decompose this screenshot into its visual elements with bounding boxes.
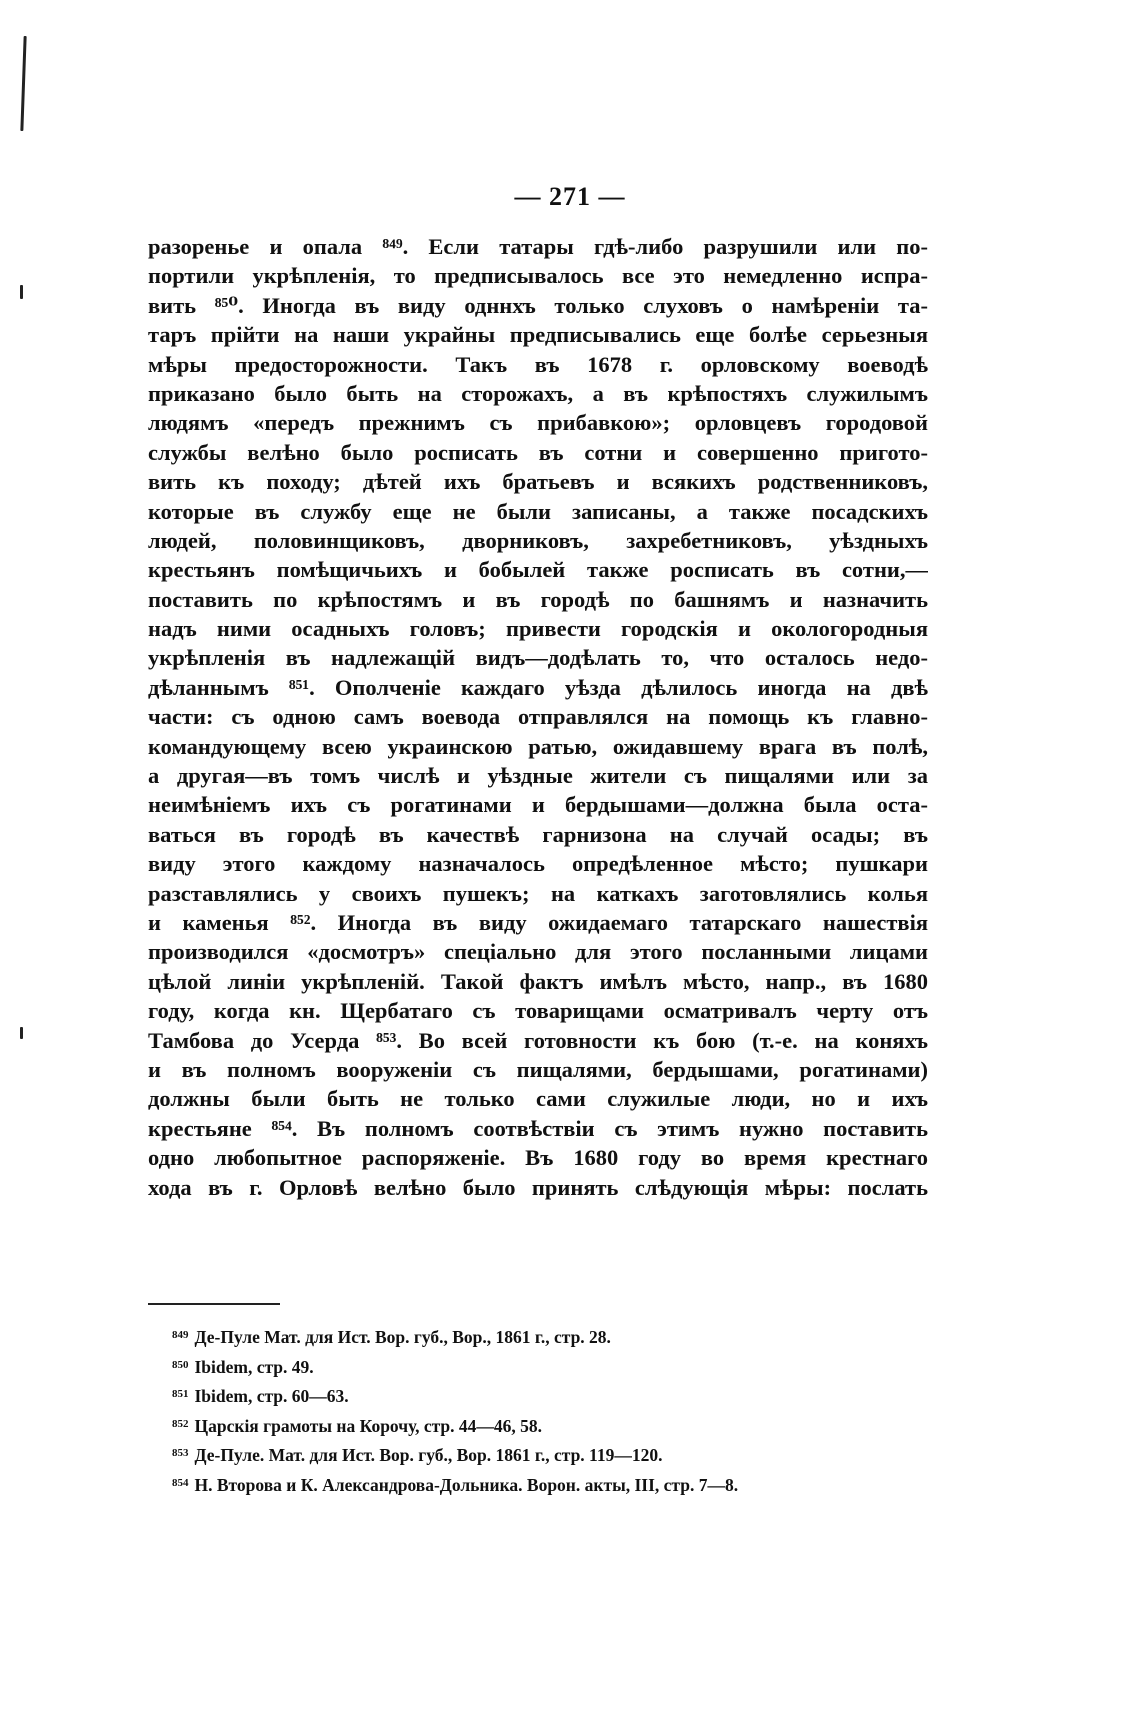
body-line: которые въ службу еще не были записаны, а также посадскихъ bbox=[148, 498, 928, 524]
footnote bbox=[172, 1322, 932, 1352]
body-line: должны были быть не только сами служилые люди, но и ихъ bbox=[148, 1086, 928, 1112]
body-line: мѣры предосторожности. Такъ въ 1678 г. орловскому воеводѣ bbox=[148, 351, 928, 377]
body-line: виду этого каждому назначалось опредѣленное мѣсто; пушкари bbox=[148, 851, 928, 877]
body-line: вить ⁸⁵⁰. Иногда въ виду одннхъ только слуховъ о намѣреніи та- bbox=[148, 292, 928, 318]
footnote bbox=[172, 1381, 932, 1411]
body-line: Тамбова до Усерда ⁸⁵³. Во всей готовности къ бою (т.-е. на коняхъ bbox=[148, 1027, 928, 1053]
body-line: году, когда кн. Щербатаго съ товарищами осматривалъ черту отъ bbox=[148, 998, 928, 1024]
footnote-text: Н. Второва и К. Александрова-Дольника. Ворон. акты, III, стр. 7—8. bbox=[194, 1474, 739, 1495]
footnote bbox=[172, 1352, 932, 1382]
body-line: портили укрѣпленія, то предписывалось все это немедленно испра- bbox=[148, 263, 928, 289]
footnote-text: Царскія грамоты на Корочу, стр. 44—46, 58. bbox=[194, 1415, 543, 1436]
footnote-text: Ibidem, стр. 60—63. bbox=[194, 1386, 349, 1406]
footnote-divider bbox=[148, 1303, 280, 1305]
footnote-number: 850 bbox=[172, 1358, 189, 1371]
body-line: надъ ними осадныхъ головъ; привести городскія и окологородныя bbox=[148, 616, 928, 642]
body-line: хода въ г. Орловѣ велѣно было принять слѣдующія мѣры: послать bbox=[148, 1174, 928, 1200]
body-line: крестьяне ⁸⁵⁴. Въ полномъ соотвѣствіи съ этимъ нужно поставить bbox=[148, 1115, 928, 1141]
body-line: производился «досмотръ» спеціально для этого посланными лицами bbox=[148, 939, 928, 965]
body-line: людей, половинщиковъ, дворниковъ, захребетниковъ, уѣздныхъ bbox=[148, 527, 928, 553]
footnotes bbox=[172, 1322, 932, 1499]
page-number: — 271 — bbox=[514, 182, 626, 211]
footnote-number: 852 bbox=[172, 1417, 189, 1430]
footnote-text: Де-Пуле Мат. для Ист. Вор. губ., Вор., 1861 г., стр. 28. bbox=[194, 1327, 611, 1347]
body-line: таръ прійти на наши украйны предписывались еще болѣе серьезныя bbox=[148, 322, 928, 348]
body-line: людямъ «передъ прежнимъ съ прибавкою»; орловцевъ городовой bbox=[148, 410, 928, 436]
body-line: а другая—въ томъ числѣ и уѣздные жители съ пищалями или за bbox=[148, 763, 928, 789]
footnote-number: 849 bbox=[172, 1329, 189, 1341]
scan-edge-mark bbox=[20, 285, 23, 299]
body-line: и въ полномъ вооруженіи съ пищалями, бердышами, рогатинами) bbox=[148, 1056, 928, 1082]
footnote-text: Де-Пуле. Мат. для Ист. Вор. губ., Вор. 1861 г., стр. 119—120. bbox=[194, 1445, 663, 1465]
body-line: разставлялись у своихъ пушекъ; на каткахъ заготовлялись колья bbox=[148, 880, 928, 906]
body-line: укрѣпленія въ надлежащій видъ—додѣлать то, что осталось недо- bbox=[148, 645, 928, 671]
body-line: неимѣніемъ ихъ съ рогатинами и бердышами—должна была оста- bbox=[148, 792, 928, 818]
body-line: разоренье и опала ⁸⁴⁹. Если татары гдѣ-либо разрушили или по- bbox=[148, 234, 928, 259]
body-line: крестьянъ помѣщичьихъ и бобылей также росписать въ сотни,— bbox=[148, 557, 928, 583]
body-text bbox=[148, 232, 928, 1202]
body-line: командующему всею украинскою ратью, ожидавшему врага въ полѣ, bbox=[148, 733, 928, 759]
footnote-number: 853 bbox=[172, 1447, 189, 1459]
footnote bbox=[172, 1470, 932, 1500]
body-line: поставить по крѣпостямъ и въ городѣ по башнямъ и назначить bbox=[148, 586, 928, 612]
body-line: и каменья ⁸⁵². Иногда въ виду ожидаемаго татарскаго нашествія bbox=[148, 909, 928, 935]
body-line: ваться въ городѣ въ качествѣ гарнизона на случай осады; въ bbox=[148, 821, 928, 847]
body-line: вить къ походу; дѣтей ихъ братьевъ и всякихъ родственниковъ, bbox=[148, 469, 928, 495]
scan-edge-mark bbox=[20, 36, 26, 131]
footnote-number: 854 bbox=[172, 1476, 189, 1489]
body-line: цѣлой линіи укрѣпленій. Такой фактъ имѣлъ мѣсто, напр., въ 1680 bbox=[148, 968, 928, 994]
body-line: части: съ одною самъ воевода отправлялся на помощь къ главно- bbox=[148, 704, 928, 730]
footnote-number: 851 bbox=[172, 1388, 189, 1400]
body-line: дѣланнымъ ⁸⁵¹. Ополченіе каждаго уѣзда дѣлилось иногда на двѣ bbox=[148, 674, 928, 700]
scan-edge-mark bbox=[20, 1027, 23, 1039]
footnote bbox=[172, 1440, 932, 1470]
body-line: одно любопытное распоряженіе. Въ 1680 году во время крестнаго bbox=[148, 1145, 928, 1171]
body-line: приказано было быть на сторожахъ, а въ крѣпостяхъ служилымъ bbox=[148, 380, 928, 406]
body-line: службы велѣно было росписать въ сотни и совершенно пригото- bbox=[148, 439, 928, 465]
footnote bbox=[172, 1411, 932, 1441]
footnote-text: Ibidem, стр. 49. bbox=[194, 1356, 314, 1377]
